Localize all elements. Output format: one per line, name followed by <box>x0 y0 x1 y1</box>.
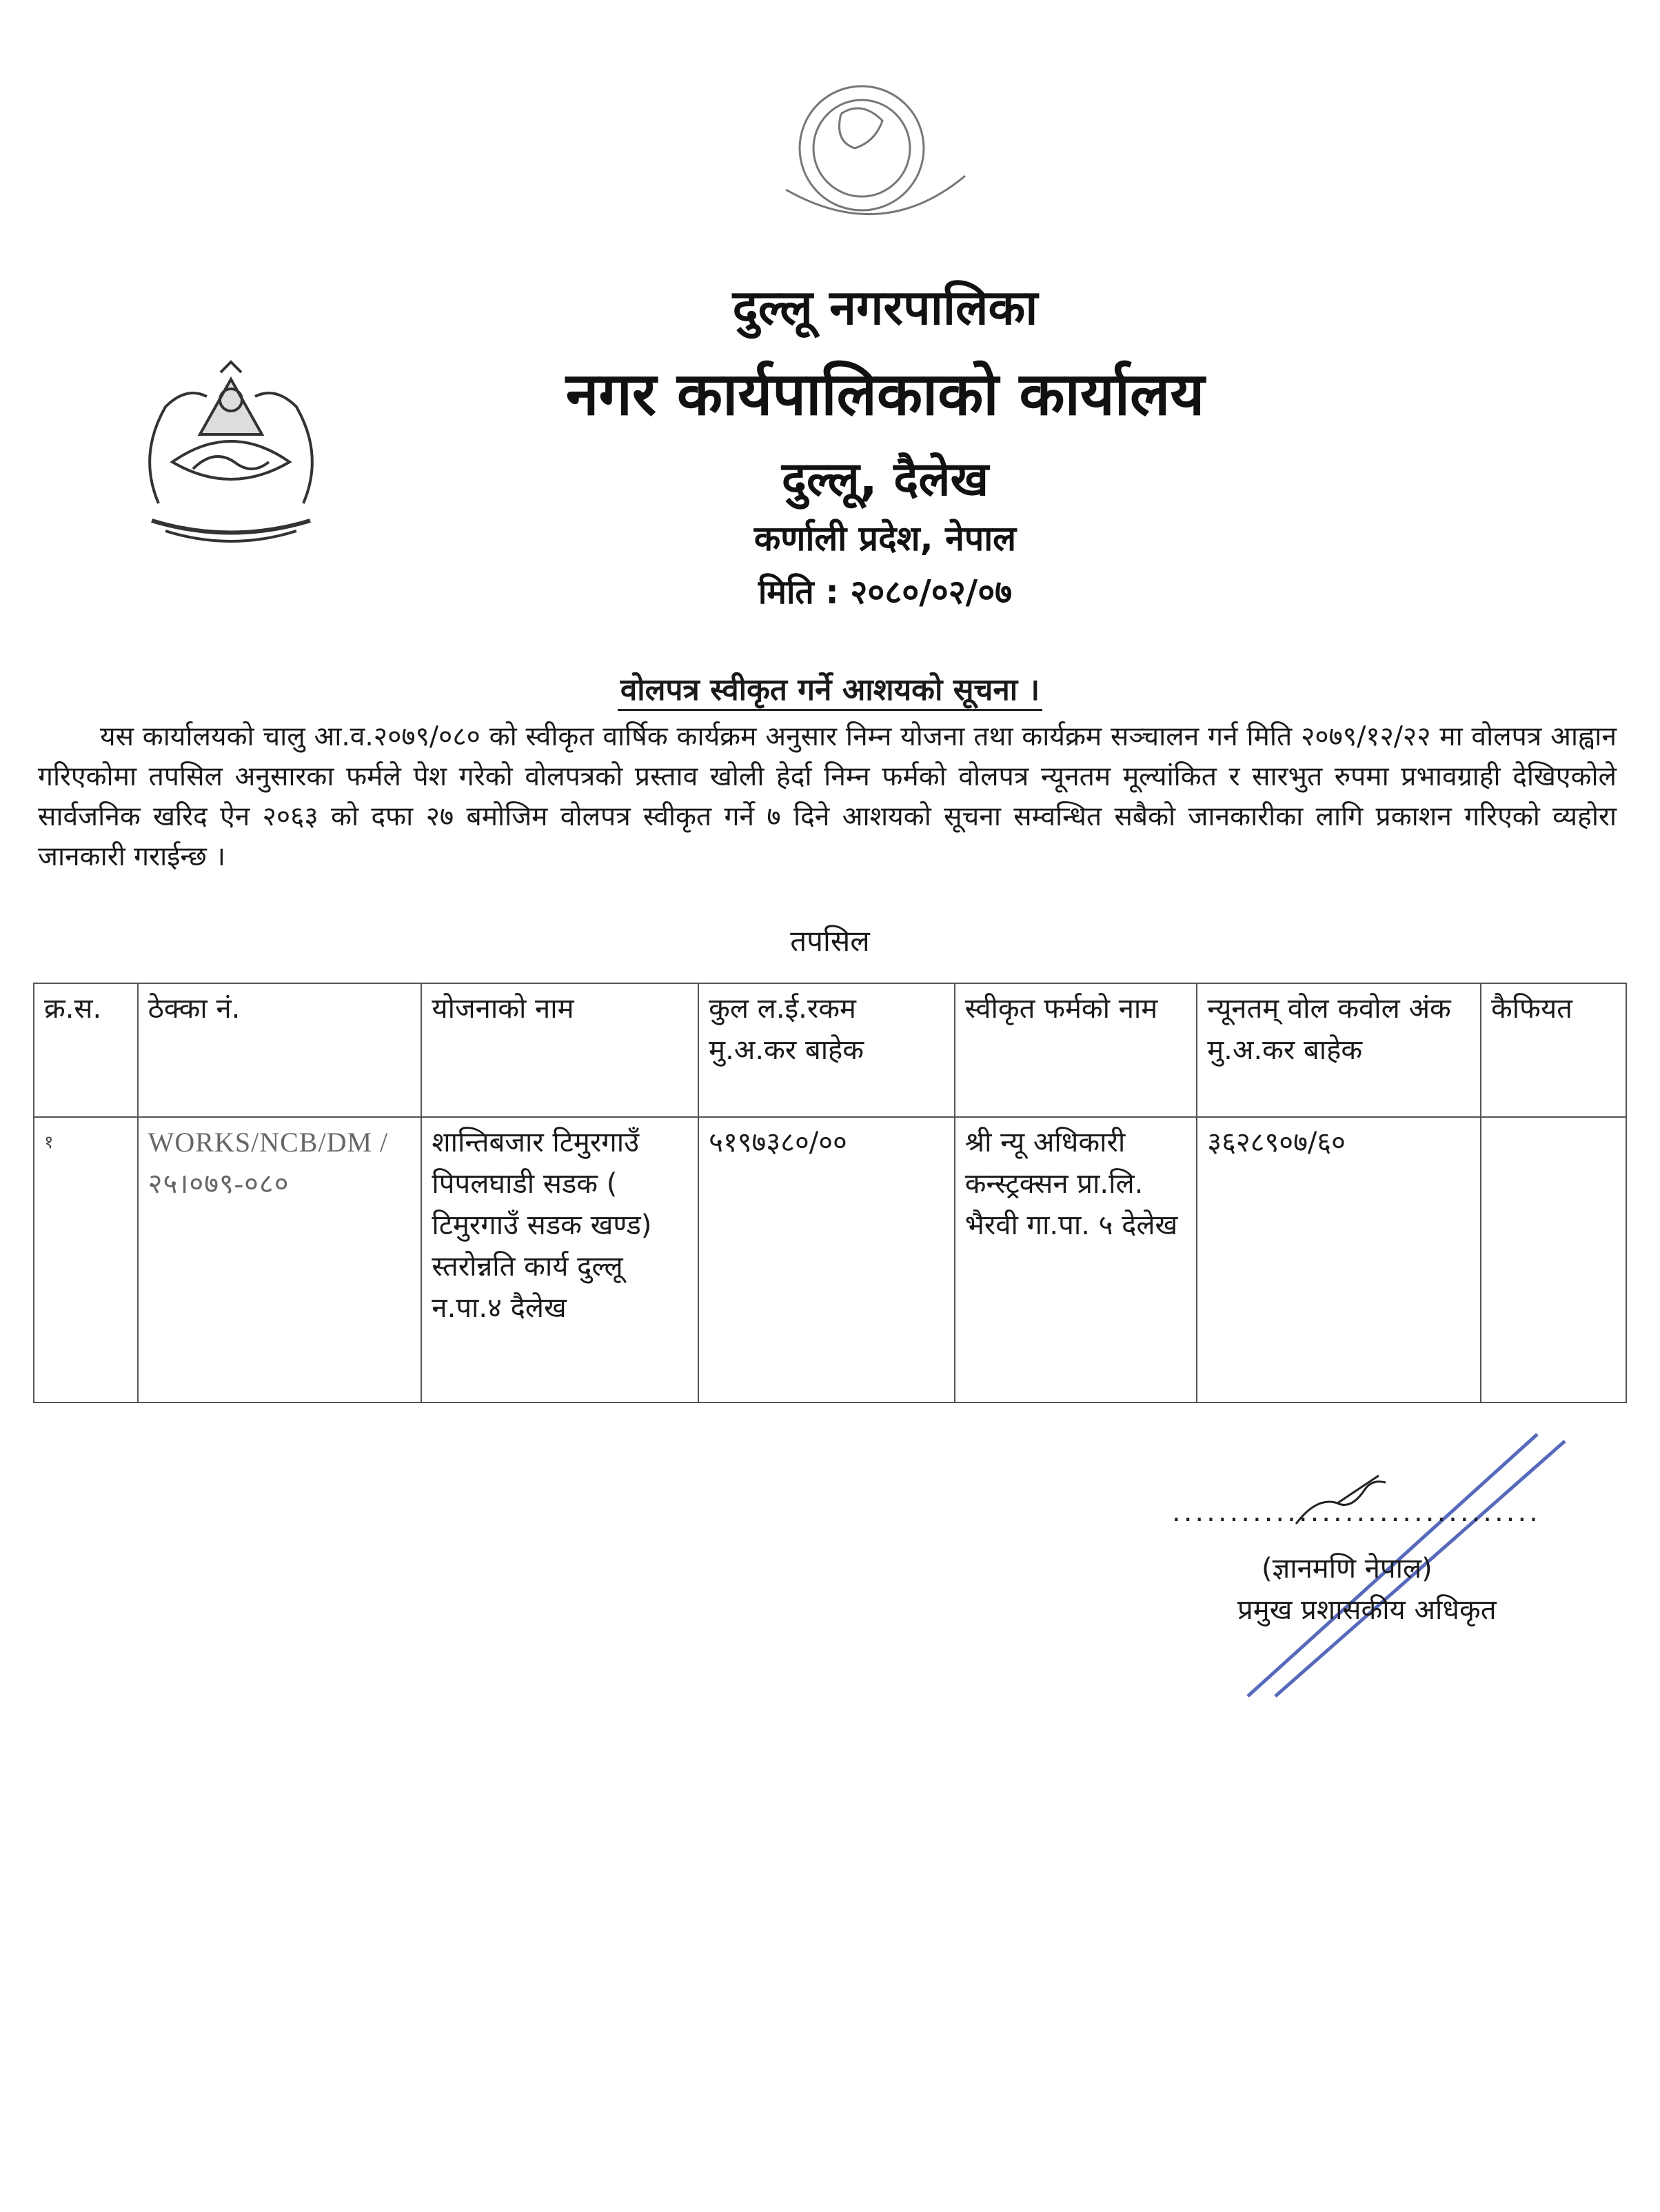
header-estimate: कुल ल.ई.रकम मु.अ.कर बाहेक <box>698 983 955 1117</box>
province-country: कर्णाली प्रदेश, नेपाल <box>753 519 1017 559</box>
cell-contract-no: WORKS/NCB/DM /२५।०७९-०८० <box>138 1117 422 1402</box>
signatory-name: (ज्ञानमणि नेपाल) <box>1262 1553 1433 1585</box>
municipality-name: दुल्लू नगरपालिका <box>732 279 1038 336</box>
cell-firm: श्री न्यू अधिकारी कन्स्ट्रक्सन प्रा.लि. भैरवी गा.पा. ५ देलेख <box>955 1117 1197 1402</box>
table-row <box>34 1117 1626 1402</box>
cell-project: शान्तिबजार टिमुरगाउँ पिपलघाडी सडक ( टिमुरगाउँ सडक खण्ड) स्तरोन्नति कार्य दुल्लू न.पा.४ दैलेख <box>421 1117 698 1402</box>
header-project: योजनाको नाम <box>421 983 698 1117</box>
signature-line: ................................ <box>1172 1496 1541 1528</box>
header-sn: क्र.स. <box>34 983 138 1117</box>
office-stamp-icon <box>745 66 1020 286</box>
table-header-row <box>34 983 1626 1117</box>
header-remarks: कैफियत <box>1481 983 1626 1117</box>
header-contract-no: ठेक्का नं. <box>138 983 422 1117</box>
header-bid-amount: न्यूनतम् वोल कवोल अंक मु.अ.कर बाहेक <box>1197 983 1481 1117</box>
notice-date: मिति : २०८०/०२/०७ <box>758 573 1013 612</box>
notice-subject-text: वोलपत्र स्वीकृत गर्ने आशयको सूचना । <box>618 672 1042 711</box>
cell-bid-amount: ३६२८९०७/६० <box>1197 1117 1481 1402</box>
office-name: नगर कार्यपालिकाको कार्यालय <box>565 360 1205 429</box>
cell-sn: १ <box>34 1117 138 1402</box>
office-location: दुल्लू, दैलेख <box>781 452 989 507</box>
cell-remarks <box>1481 1117 1626 1402</box>
notice-subject <box>0 667 1660 709</box>
signatory-title: प्रमुख प्रशासकीय अधिकृत <box>1237 1594 1497 1626</box>
notice-body: यस कार्यालयको चालु आ.व.२०७९/०८० को स्वीकृत वार्षिक कार्यक्रम अनुसार निम्न योजना तथा कार्यक्रम सञ्चालन गर्न मिति २०७९/१२/२२ मा वोलपत्र आह्वान गरिएकोमा तपसिल अनुसारका फर्मले पेश गरेको वोलपत्रको प्रस्ताव खोली हेर्दा निम्न फर्मको वोलपत्र न्यूनतम मूल्यांकित र सारभुत रुपमा प्रभावग्राही देखिएकोले सार्वजनिक खरिद ऐन २०६३ को दफा २७ बमोजिम वोलपत्र स्वीकृत गर्ने ७ दिने आशयको सूचना सम्वन्धित सबैको जानकारीका लागि प्रकाशन गरिएको व्यहोरा जानकारी गराईन्छ । <box>38 721 1617 872</box>
schedule-label: तपसिल <box>790 924 870 958</box>
cell-estimate: ५१९७३८०/०० <box>698 1117 955 1402</box>
header-firm: स्वीकृत फर्मको नाम <box>955 983 1197 1117</box>
bid-table <box>33 983 1627 1403</box>
